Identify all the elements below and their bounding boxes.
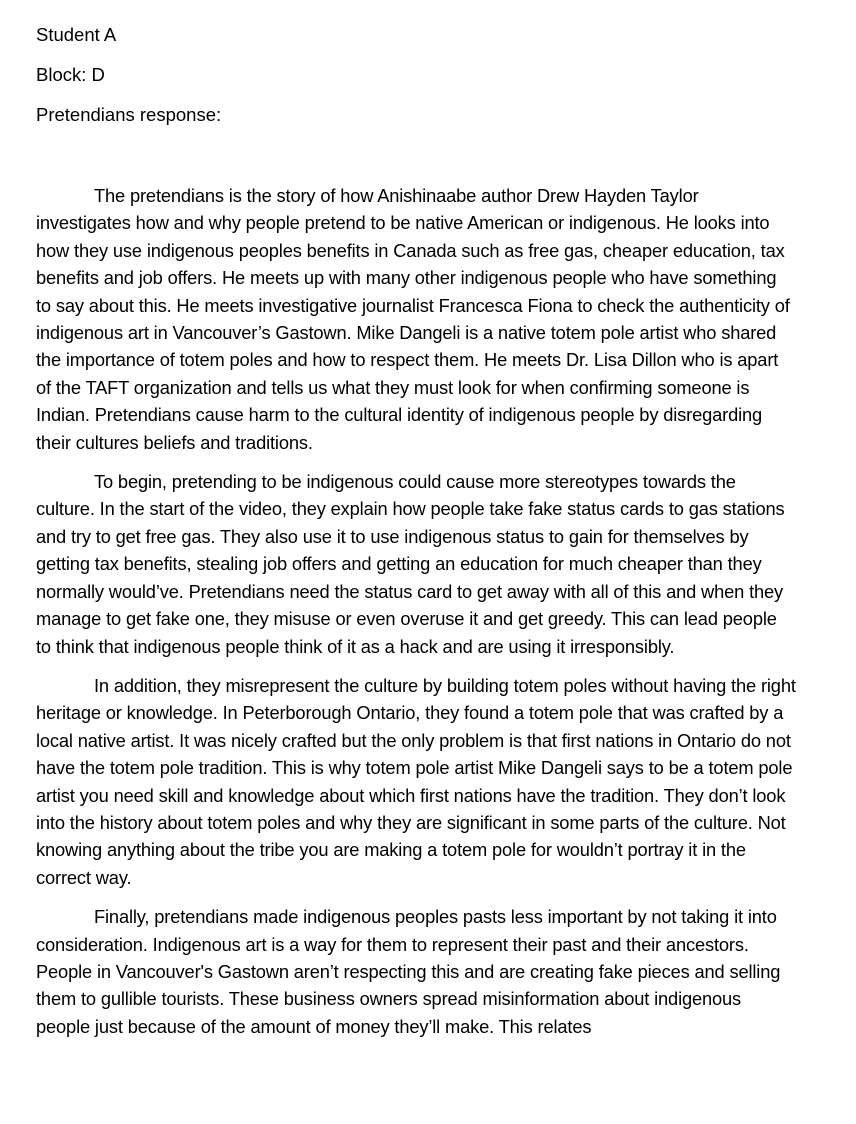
paragraph-indigenous-pasts: Finally, pretendians made indigenous peoples pasts less important by not taking it into consideration. Indigenous art is a way for them to represent their past and their ancestors. People in Vancouver's Gastown aren’t respecting this and are creating fake pieces and selling them to gullible tourists. These business owners spread misinformation about indigenous people just because of the amount of money they’ll make. This relates: [36, 906, 781, 1037]
blank-line: [36, 142, 796, 182]
document-title: Pretendians response:: [36, 104, 222, 125]
document-page: [36, 22, 796, 1052]
paragraph-introduction: The pretendians is the story of how Anishinaabe author Drew Hayden Taylor investigates how and why people pretend to be native American or indigenous. He looks into how they use indigenous peoples benefits in Canada such as free gas, cheaper education, tax benefits and job offers. He meets up with many other indigenous people who have something to say about this. He meets investigative journalist Francesca Fiona to check the authenticity of indigenous art in Vancouver’s Gastown. Mike Dangeli is a native totem pole artist who shared the importance of totem poles and how to respect them. He meets Dr. Lisa Dillon who is apart of the TAFT organization and tells us what they must look for when confirming someone is Indian. Pretendians cause harm to the cultural identity of indigenous people by disregarding their cultures beliefs and traditions.: [36, 185, 790, 453]
block-label: Block: D: [36, 64, 105, 85]
paragraph-stereotypes: To begin, pretending to be indigenous could cause more stereotypes towards the culture. In the start of the video, they explain how people take fake status cards to gas stations and try to get free gas. They also use it to use indigenous status to gain for themselves by getting tax benefits, stealing job offers and getting an education for much cheaper than they normally would’ve. Pretendians need the status card to get away with all of this and when they manage to get fake one, they misuse or even overuse it and get greedy. This can lead people to think that indigenous people think of it as a hack and are using it irresponsibly.: [36, 471, 785, 657]
paragraph-totem-poles: In addition, they misrepresent the culture by building totem poles without having the right heritage or knowledge. In Peterborough Ontario, they found a totem pole that was crafted by a local native artist. It was nicely crafted but the only problem is that first nations in Ontario do not have the totem pole tradition. This is why totem pole artist Mike Dangeli says to be a totem pole artist you need skill and knowledge about which first nations have the tradition. They don’t look into the history about totem poles and why they are significant in some parts of the culture. Not knowing anything about the tribe you are making a totem pole for wouldn’t portray it in the correct way.: [36, 674, 796, 888]
student-name: Student A: [36, 24, 117, 45]
